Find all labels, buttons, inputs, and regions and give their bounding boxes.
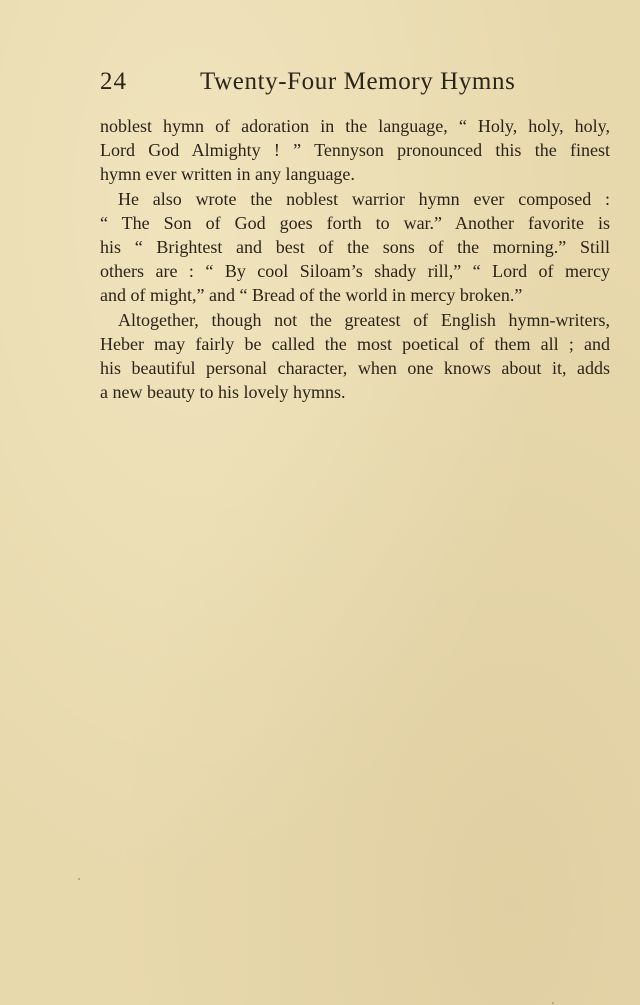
page-number: 24	[100, 68, 127, 95]
text-line: Heber may fairly be called the most poetical of them all ; and	[100, 333, 610, 354]
paper-speck	[78, 878, 80, 880]
running-title: Twenty-Four Memory Hymns	[200, 68, 516, 95]
text-line: He also wrote the noblest warrior hymn ever composed :	[118, 188, 610, 209]
text-line: and of might,” and “ Bread of the world in mercy broken.”	[100, 285, 523, 306]
paragraph-altogether	[100, 308, 610, 405]
text-line: Lord God Almighty ! ” Tennyson pronounced this the finest	[100, 140, 610, 161]
text-line: others are : “ By cool Siloam’s shady rill,” “ Lord of mercy	[100, 261, 610, 282]
text-line: noblest hymn of adoration in the language, “ Holy, holy, holy,	[100, 116, 610, 136]
paragraph-warrior-hymn	[100, 187, 610, 308]
text-line: hymn ever written in any language.	[100, 164, 355, 185]
body-text	[100, 114, 610, 404]
paragraph-heber-holy-holy	[100, 114, 610, 187]
running-head	[100, 68, 610, 102]
paper-speck	[552, 1002, 554, 1004]
text-line: his “ Brightest and best of the sons of the morning.” Still	[100, 236, 610, 257]
text-line: a new beauty to his lovely hymns.	[100, 382, 346, 403]
text-line: his beautiful personal character, when one knows about it, adds	[100, 357, 610, 378]
text-line: Altogether, though not the greatest of English hymn-writers,	[118, 309, 610, 330]
text-line: “ The Son of God goes forth to war.” Another favorite is	[100, 212, 610, 233]
